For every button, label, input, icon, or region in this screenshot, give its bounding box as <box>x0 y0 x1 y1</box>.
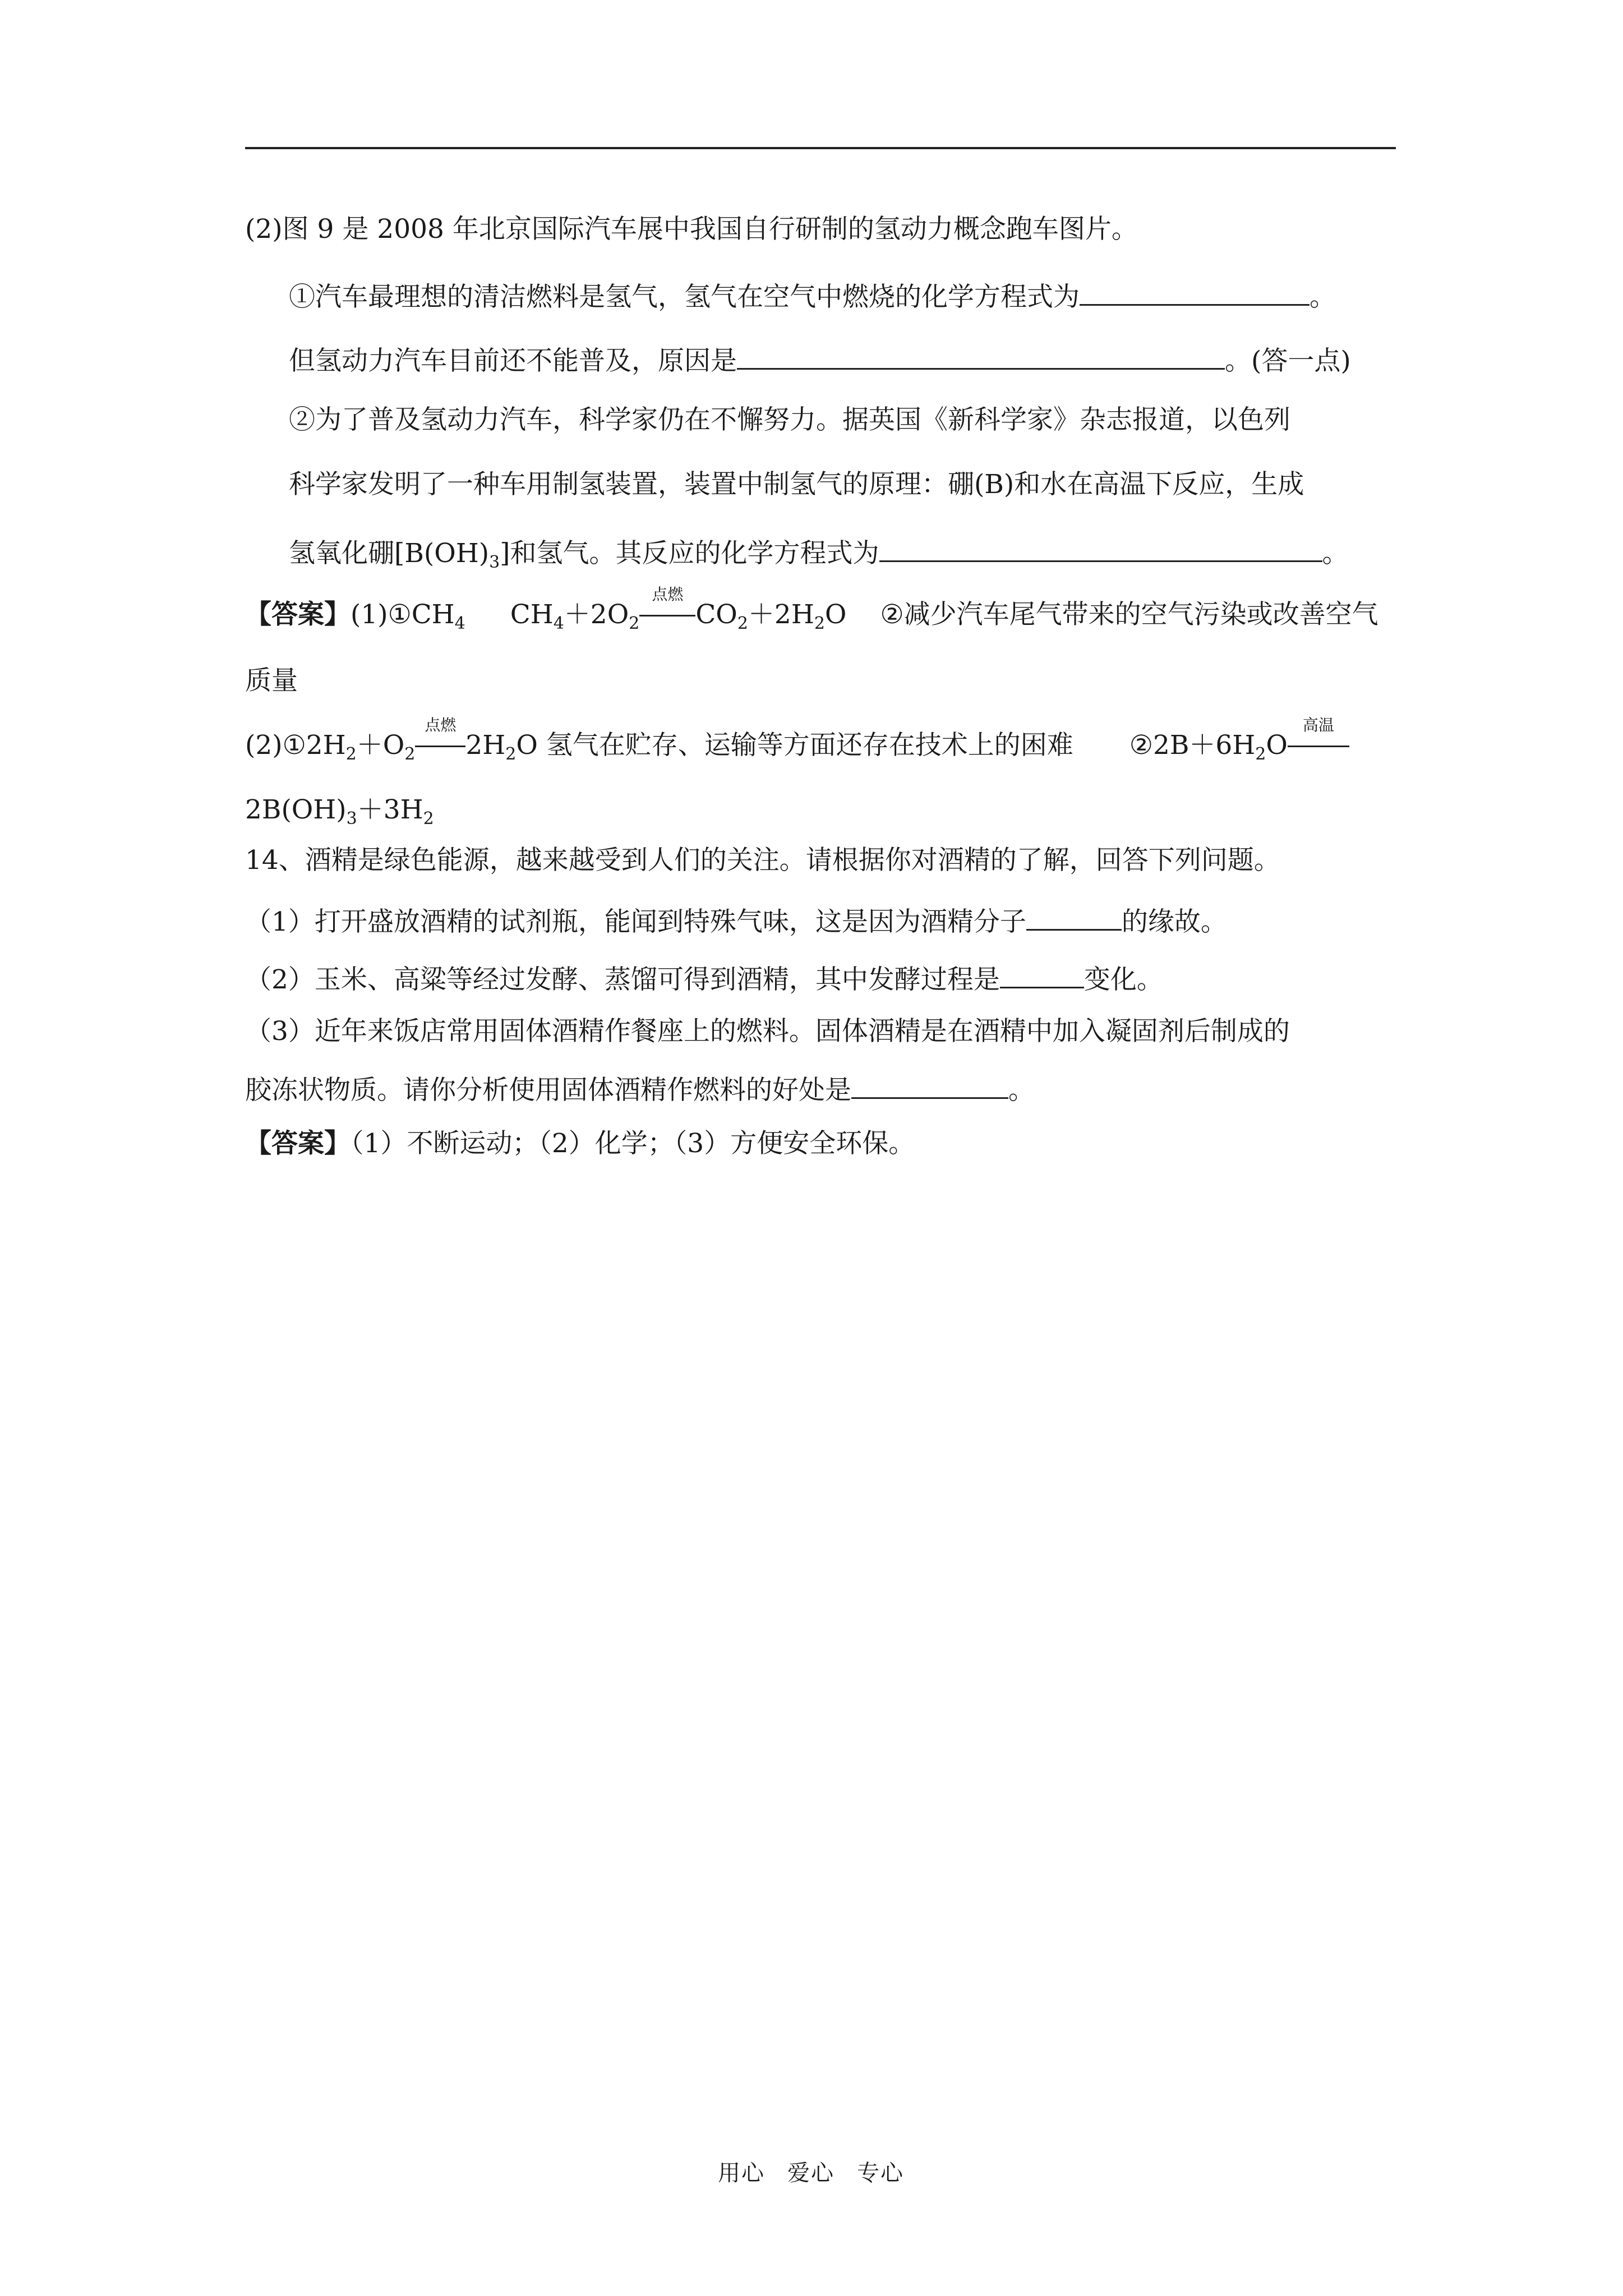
q14-stem: 14、酒精是绿色能源，越来越受到人们的关注。请根据你对酒精的了解，回答下列问题。 <box>245 845 1280 876</box>
answer-label: 【答案】 <box>245 1128 351 1159</box>
q13-item2-line1: ②为了普及氢动力汽车，科学家仍在不懈努力。据英国《新科学家》杂志报道，以色列 <box>289 404 1290 435</box>
answer-blank[interactable] <box>1080 279 1310 306</box>
q13-item2-line2: 科学家发明了一种车用制氢装置，装置中制氢气的原理：硼(B)和水在高温下反应，生成 <box>289 469 1304 500</box>
answer-blank[interactable] <box>851 1073 1008 1099</box>
q14-part1: （1）打开盛放酒精的试剂瓶，能闻到特殊气味，这是因为酒精分子 的缘故。 <box>245 904 1227 935</box>
reaction-condition: 点燃 <box>639 601 695 628</box>
answer13-line4: $2B(OH)_3+3H_2$ <box>245 794 434 829</box>
reaction-condition: 点燃 <box>415 732 465 758</box>
q14-part2: （2）玉米、高粱等经过发酵、蒸馏可得到酒精，其中发酵过程是 变化。 <box>245 962 1163 993</box>
answer-label: 【答案】 <box>245 599 351 630</box>
header-rule <box>245 147 1396 149</box>
answer-blank[interactable] <box>1026 904 1122 931</box>
answer-blank[interactable] <box>879 536 1322 562</box>
answer13-line3: $(2)①2H_2+O_2$ 点燃 $2H_2O$ 氢气在贮存、运输等方面还存在技术上的困难 $②2B+6H_2O$ 高温 <box>245 732 1349 758</box>
q13-part2-intro: (2)图 9 是 2008 年北京国际汽车展中我国自行研制的氢动力概念跑车图片。 <box>245 214 1138 245</box>
q13-item1-line2: 但氢动力汽车目前还不能普及，原因是 。(答一点) <box>289 343 1351 374</box>
q14-part3-line2: 胶冻状物质。请你分析使用固体酒精作燃料的好处是 。 <box>245 1073 1035 1103</box>
q14-part3-line1: （3）近年来饭店常用固体酒精作餐座上的燃料。固体酒精是在酒精中加入凝固剂后制成的 <box>245 1016 1290 1047</box>
q13-item1-line1: ①汽车最理想的清洁燃料是氢气，氢气在空气中燃烧的化学方程式为 。 <box>289 279 1336 310</box>
reaction-condition: 高温 <box>1288 732 1349 758</box>
q13-item2-line3: 氢氧化硼$[B(OH)_3]$和氢气。其反应的化学方程式为 。 <box>289 536 1349 567</box>
answer13-line2: 质量 <box>245 665 298 696</box>
answer-blank[interactable] <box>1000 962 1084 988</box>
page-footer: 用心 爱心 专心 <box>718 2160 904 2186</box>
answer14: 【答案】（1）不断运动；（2）化学；（3）方便安全环保。 <box>245 1128 915 1159</box>
answer-blank[interactable] <box>737 343 1225 370</box>
answer13-line1: 【答案】$(1)①CH_4$ $CH_4+2O_2$ 点燃 $CO_2+2H_2O$ ②减少汽车尾气带来的空气污染或改善空气 <box>245 585 1378 633</box>
